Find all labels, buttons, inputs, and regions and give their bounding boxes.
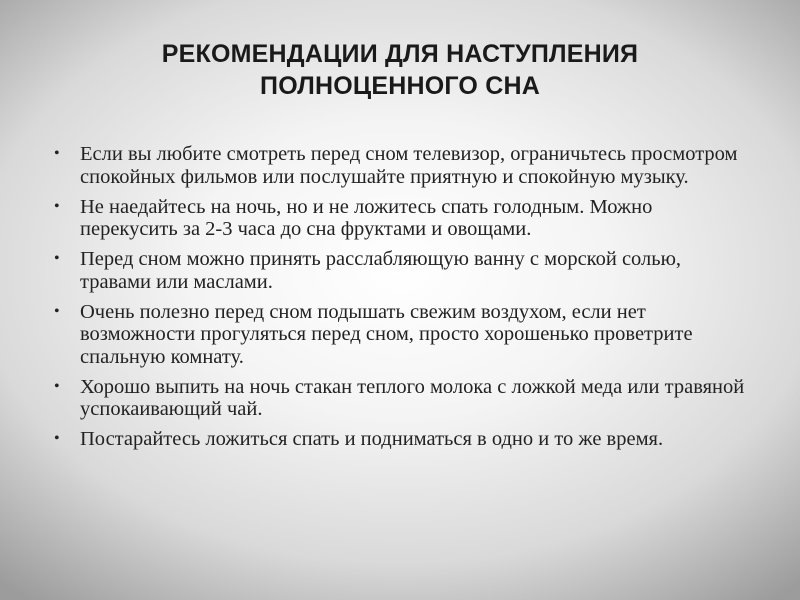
list-item: [54, 376, 754, 421]
list-item: [54, 248, 754, 293]
list-item-text: Постарайтесь ложиться спать и подниматься в одно и то же время.: [80, 428, 664, 450]
list-item: [54, 428, 754, 451]
bullet-dot-icon: •: [54, 250, 60, 267]
bullet-dot-icon: •: [54, 302, 60, 320]
list-item-text: Не наедайтесь на ночь, но и не ложитесь спать голодным. Можно перекусить за 2-3 часа до сна фруктами и овощами.: [80, 195, 653, 240]
list-item-text: Хорошо выпить на ночь стакан теплого молока с ложкой меда или травяной успокаивающий чай.: [80, 375, 745, 420]
bullet-dot-icon: •: [54, 377, 60, 395]
recommendation-list: [54, 143, 754, 458]
list-item-text: Если вы любите смотреть перед сном телевизор, ограничьтесь просмотром спокойных фильмов или послушайте приятную и спокойную музыку.: [80, 143, 738, 188]
bullet-dot-icon: •: [54, 430, 60, 447]
list-item-text: Перед сном можно принять расслабляющую ванну с морской солью, травами или маслами.: [80, 248, 682, 293]
slide-title-line-2: ПОЛНОЦЕННОГО СНА: [260, 72, 540, 100]
list-item-text: Очень полезно перед сном подышать свежим воздухом, если нет возможности прогуляться перед сном, просто хорошенько проветрите спальную комнату.: [80, 300, 693, 368]
list-item: [54, 196, 754, 241]
list-item: [54, 143, 754, 188]
slide-title-line-1: РЕКОМЕНДАЦИИ ДЛЯ НАСТУПЛЕНИЯ: [161, 40, 639, 68]
bullet-dot-icon: •: [54, 197, 60, 215]
bullet-dot-icon: •: [54, 145, 60, 162]
list-item: [54, 301, 754, 369]
slide-title: [40, 38, 760, 102]
